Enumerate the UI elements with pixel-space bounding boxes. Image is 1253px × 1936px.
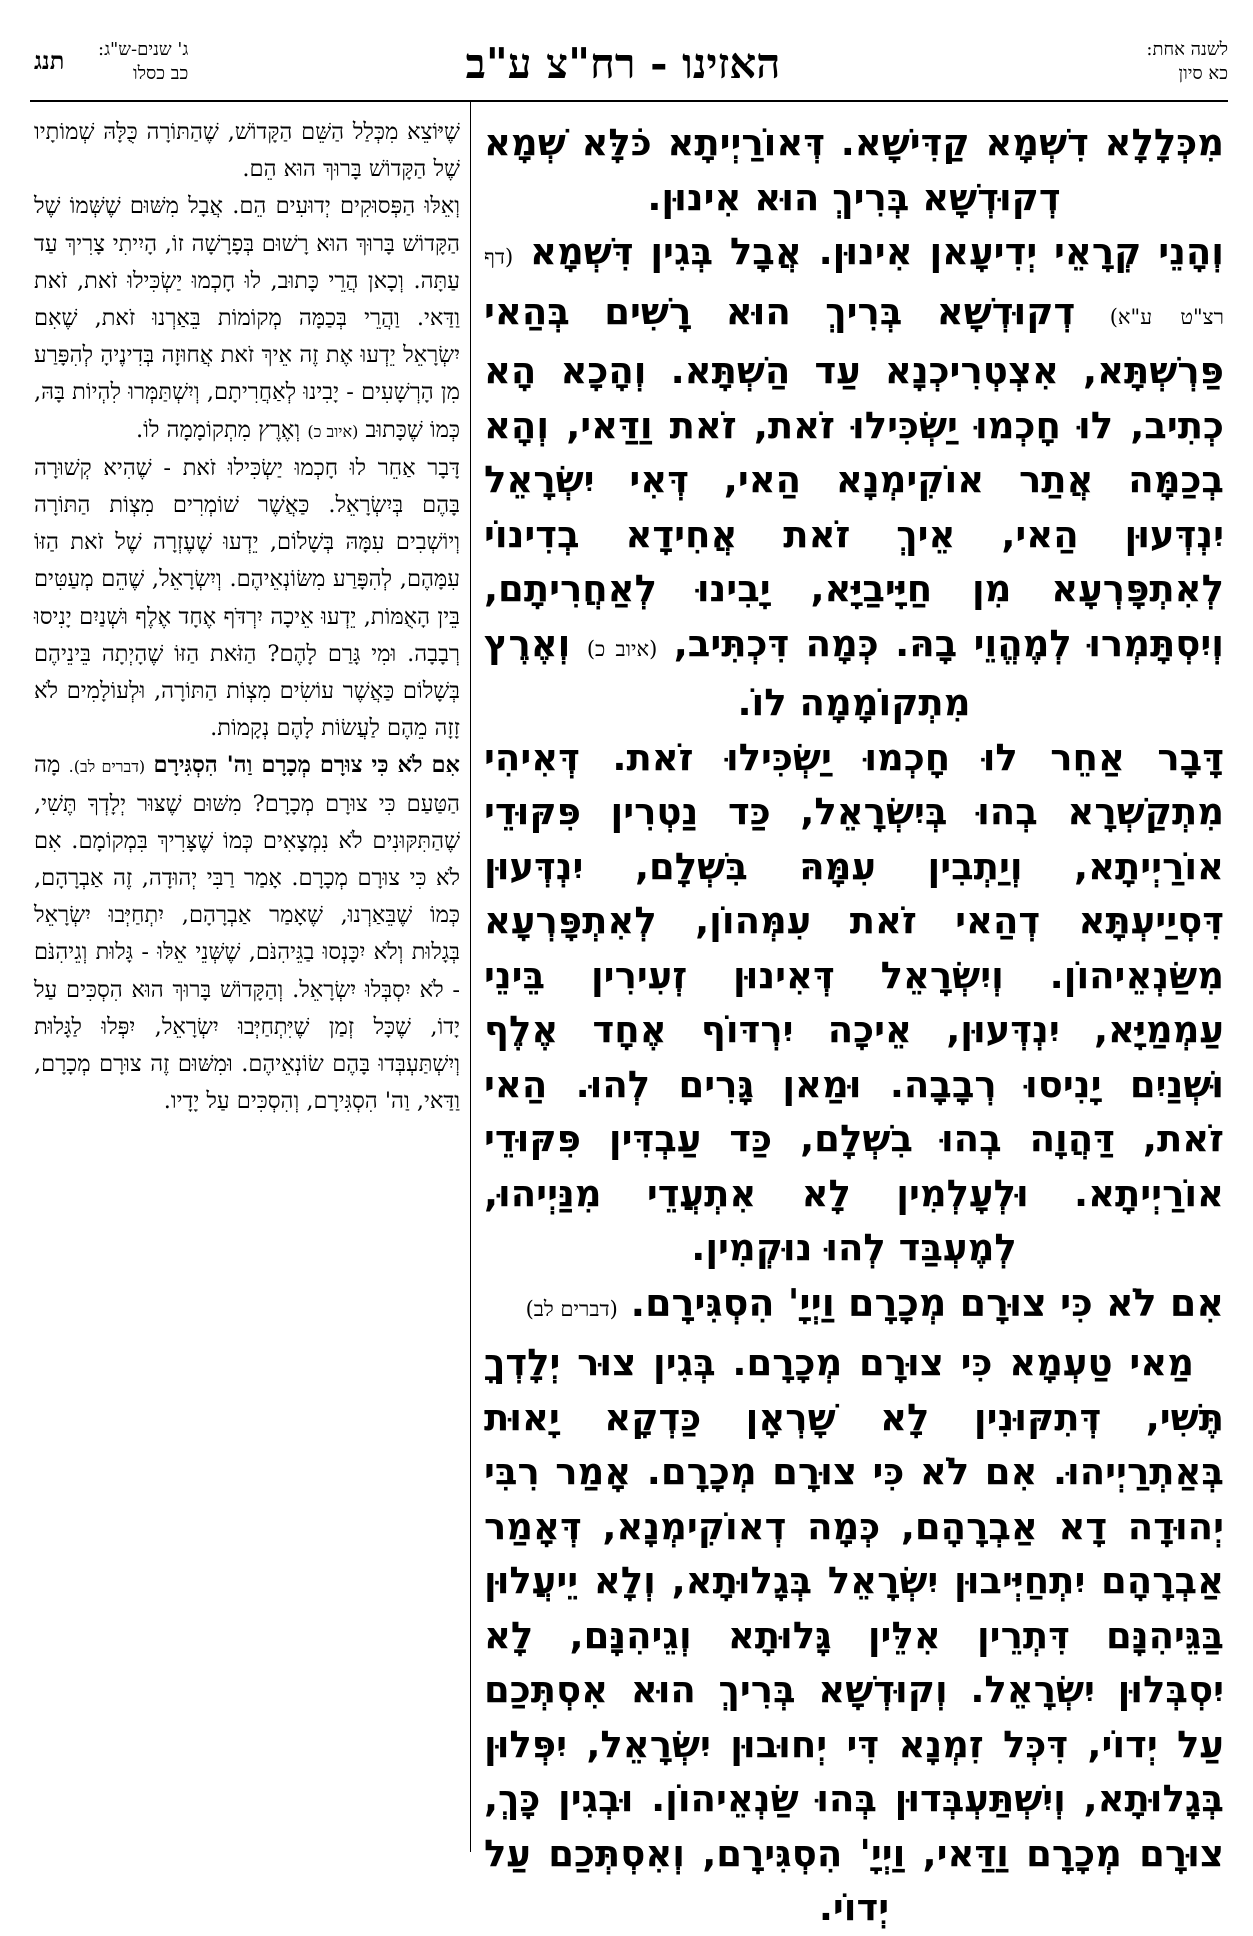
side-paragraph-3: דָּבָר אַחֵר לוּ חָכְמוּ יַשְׂכִּילוּ זֹאת - שֶׁהִיא קְשׁוּרָה בָּהֶם בְּיִשְׂרָאֵל. כַּאֲשֶׁר שׁוֹמְרִים מִצְוֹת הַתּוֹרָה וְיוֹשְׁבִים עִמָּהּ בְּשָׁלוֹם, יֵדְעוּ שֶׁעֶזְרָה שֶׁל זֹאת הַזּוֹ עִמָּהֶם, לְהִפָּרַע מִשּׂוֹנְאֵיהֶם. וְיִשְׂרָאֵל, שֶׁהֵם מְעַטִּים בֵּין הָאֻמּוֹת, יֵדְעוּ אֵיכָה יִרְדֹּף אֶחָד אֶלֶף וּשְׁנַיִם יָנִיסוּ רְבָבָה. וּמִי גָּרַם לָהֶם? הַזֹּאת הַזּוֹ שֶׁהָיְתָה בֵּינֵיהֶם בְּשָׁלוֹם כַּאֲשֶׁר עוֹשִׂים מִצְוֹת הַתּוֹרָה, וּלְעוֹלָמִים לֹא זָזָה מֵהֶם לַעֲשׂוֹת לָהֶם נְקָמוֹת. bbox=[34, 454, 460, 742]
page-header bbox=[30, 36, 1228, 116]
page-title: האזינו - רח"צ ע"ב bbox=[465, 39, 781, 88]
page-number: תנג bbox=[34, 46, 65, 75]
side-p2-text: וְאֵלּוּ הַפְּסוּקִים יְדוּעִים הֵם. אֲבָל מִשּׁוּם שֶׁשְּׁמוֹ שֶׁל הַקָּדוֹשׁ בָּרוּךְ הוּא רָשׁוּם בְּפָרָשָׁה זוֹ, הָיִיתִי צָרִיךְ עַד עַתָּה. וְכָאן הֲרֵי כָּתוּב, לוּ חָכְמוּ יַשְׂכִּילוּ זֹאת, זֹאת וַדַּאי. וַהֲרֵי בְּכַמָּה מְקוֹמוֹת בֵּאַרְנוּ זֹאת, שֶׁאִם יִשְׂרָאֵל יֵדְעוּ אֶת זֶה אֵיךְ זֹאת אֲחוּזָה בְּדִינֶיהָ לְהִפָּרַע מִן הָרְשָׁעִים - יָבִינוּ לְאַחֲרִיתָם, וְיִשְׁתַּמְּרוּ לִהְיוֹת בָּהּ, כְּמוֹ שֶׁכָּתוּב bbox=[34, 193, 460, 443]
main-verse: אִם לֹא כִּי צוּרָם מְכָרָם וַיְיָ' הִסְגִּירָם. bbox=[630, 1280, 1224, 1325]
side-verse: אִם לֹא כִּי צוּרָם מְכָרָם וַה' הִסְגִּירָם bbox=[153, 752, 461, 779]
hebrew-translation-column bbox=[34, 114, 460, 1854]
side-paragraph-1: שֶׁיּוֹצֵא מִכְּלַל הַשֵּׁם הַקָּדוֹשׁ, שֶׁהַתּוֹרָה כֻּלָּהּ שְׁמוֹתָיו שֶׁל הַקָּדוֹשׁ בָּרוּךְ הוּא הֵם. bbox=[34, 119, 460, 183]
zohar-page bbox=[30, 36, 1228, 1929]
header-rule bbox=[30, 100, 1228, 102]
main-p2-page-ref: (דף רצ"ט ע"א) bbox=[484, 245, 1224, 329]
aramaic-main-column bbox=[484, 116, 1224, 1929]
schedule-date-one-year: כא סיון bbox=[1178, 63, 1228, 84]
main-p2-text-c: וְאֶרֶץ מִתְקוֹמָמָה לוֹ. bbox=[484, 621, 971, 724]
side-paragraph-4 bbox=[34, 747, 460, 1120]
side-paragraph-2 bbox=[34, 188, 460, 449]
main-paragraph-5 bbox=[484, 1336, 1224, 1936]
main-paragraph-2 bbox=[484, 225, 1224, 731]
main-p2-source-ref: (איוב כ) bbox=[586, 636, 658, 661]
main-p2-text-a: וְהָנֵי קְרָאֵי יְדִיעָאן אִינוּן. אֲבָל בְּגִין דִּשְׁמָא bbox=[530, 230, 1224, 273]
study-schedule-three-year bbox=[98, 38, 188, 86]
schedule-date-three-year: כב כסלו bbox=[133, 63, 189, 84]
main-p2-text-b: דְקוּדְשָׁא בְּרִיךְ הוּא רָשִׁים בְּהַאי פַּרְשְׁתָּא, אִצְטְרִיכְנָא עַד הַשְׁתָּא. וְהָכָא הָא כְתִיב, לוּ חָכְמוּ יַשְׂכִּילוּ זֹאת, זֹאת וַדַּאי, וְהָא בְכַמָּה אֲתַר אוֹקִימְנָא הַאי, דְּאִי יִשְׂרָאֵל יִנְדְּעוּן הַאי, אֵיךְ זֹאת אֲחִידָא בְדִינוֹי לְאִתְפָּרְעָא מִן חַיָּיבַיָּא, יָבִינוּ לְאַחֲרִיתָם, וְיִסְתָּמְרוּ לְמֶהֱוֵי בָהּ. כְּמָה דִּכְתִּיב, bbox=[484, 289, 1224, 665]
side-p4-text: מָה הַטַּעַם כִּי צוּרָם מְכָרָם? מִשּׁוּם שֶׁצּוּר יְלָדְךָ תֶּשִׁי, שֶׁהַתִּקּוּנִים לֹא נִמְצָאִים כְּמוֹ שֶׁצָּרִיךְ בִּמְקוֹמָם. אִם לֹא כִּי צוּרָם מְכָרָם. אָמַר רַבִּי יְהוּדָה, זֶה אַבְרָהָם, כְּמוֹ שֶׁבֵּאַרְנוּ, שֶׁאָמַר אַבְרָהָם, יִתְחַיְּבוּ יִשְׂרָאֵל בְּגָלוּת וְלֹא יִכָּנְסוּ בַגֵּיהִנֹּם, שֶׁשְּׁנֵי אֵלּוּ - גָּלוּת וְגֵיהִנֹּם - לֹא יִסְבְּלוּ יִשְׂרָאֵל. וְהַקָּדוֹשׁ בָּרוּךְ הוּא הִסְכִּים עַל יָדוֹ, שֶׁכָּל זְמַן שֶׁיִּתְחַיְּבוּ יִשְׂרָאֵל, יִפְּלוּ לַגָּלוּת וְיִשְׁתַּעְבְּדוּ בָּהֶם שׂוֹנְאֵיהֶם. וּמִשּׁוּם זֶה צוּרָם מְכָרָם, וַדַּאי, וַה' הִסְגִּירָם, וְהִסְכִּים עַל יָדָיו. bbox=[34, 752, 460, 1115]
main-paragraph-3: דָּבָר אַחֵר לוּ חָכְמוּ יַשְׂכִּילוּ זֹאת. דְּאִיהִי מִתְקַשְׁרָא בְהוּ בְּיִשְׂרָאֵל, כַּד נַטְרִין פִּקּוּדֵי אוֹרַיְיתָא, וְיַתְבִין עִמָּהּ בִּשְׁלָם, יִנְדְּעוּן דִּסְיַיעְתָּא דְהַאי זֹאת עִמְּהוֹן, לְאִתְפָּרְעָא מִשַּׂנְאֵיהוֹן. וְיִשְׂרָאֵל דְּאִינוּן זְעִירִין בֵּינֵי עַמְמַיָּא, יִנְדְּעוּן, אֵיכָה יִרְדּוֹף אֶחָד אֶלֶף וּשְׁנַיִם יָנִיסוּ רְבָבָה. וּמַאן גָּרִים לְהוּ. הַאי זֹאת, דַּהֲוָה בְהוּ בִשְׁלָם, כַּד עַבְדִּין פִּקּוּדֵי אוֹרַיְיתָא. וּלְעָלְמִין לָא אִתְעֲדֵי מִנַּיְיהוּ, לְמֶעְבַּד לְהוּ נוּקְמִין. bbox=[484, 735, 1224, 1269]
main-paragraph-4 bbox=[484, 1276, 1224, 1337]
column-divider bbox=[470, 102, 471, 1852]
study-schedule-one-year bbox=[1146, 38, 1228, 86]
main-paragraph-1: מִכְּלָלָא דִשְׁמָא קַדִּישָׁא. דְּאוֹרַיְיתָא כֹּלָּא שְׁמָא דְקוּדְשָׁא בְּרִיךְ הוּא אִינוּן. bbox=[484, 121, 1224, 219]
side-p2-source-ref: (איוב כ) bbox=[307, 421, 359, 441]
side-verse-ref: (דברים לב). bbox=[68, 757, 146, 777]
schedule-label-three-year: ג' שנים-ש"ג: bbox=[98, 39, 189, 60]
side-p2-text-b: וְאֶרֶץ מִתְקוֹמָמָה לוֹ. bbox=[135, 416, 301, 443]
main-p5-text: מַאי טַעְמָא כִּי צוּרָם מְכָרָם. בְּגִין צוּר יְלָדְךָ תֶּשִׁי, דְּתִקּוּנִין לָא שָׁרְאָן כַּדְקָא יָאוּת בְּאַתְרַיְיהוּ. אִם לֹא כִּי צוּרָם מְכָרָם. אָמַר רִבִּי יְהוּדָה דָא אַבְרָהָם, כְּמָה דְאוֹקִימְנָא, דְּאָמַר אַבְרָהָם יִתְחַיְּיבוּן יִשְׂרָאֵל בְּגָלוּתָא, וְלָא יֵיעֲלוּן בַּגֵּיהִנָּם דִּתְרֵין אִלֵּין גָּלוּתָא וְגֵיהִנָּם, לָא יִסְבְּלוּן יִשְׂרָאֵל. וְקוּדְשָׁא בְּרִיךְ הוּא אִסְתְּכַם עַל יְדוֹי, דִּכְּל זִמְנָא דִּי יְחוּבוּן יִשְׂרָאֵל, יִפְּלוּן בְּגָלוּתָא, וְיִשְׁתַּעְבְּדוּן בְּהוּ שַׂנְאֵיהוֹן. וּבְגִין כָּךְ, צוּרָם מְכָרָם וַדַּאי, וַיְיָ' הִסְגִּירָם, וְאִסְתְּכַם עַל יְדוֹי. bbox=[484, 1341, 1224, 1929]
main-verse-ref: (דברים לב) bbox=[525, 1296, 618, 1321]
schedule-label-one-year: לשנה אחת: bbox=[1146, 39, 1228, 60]
